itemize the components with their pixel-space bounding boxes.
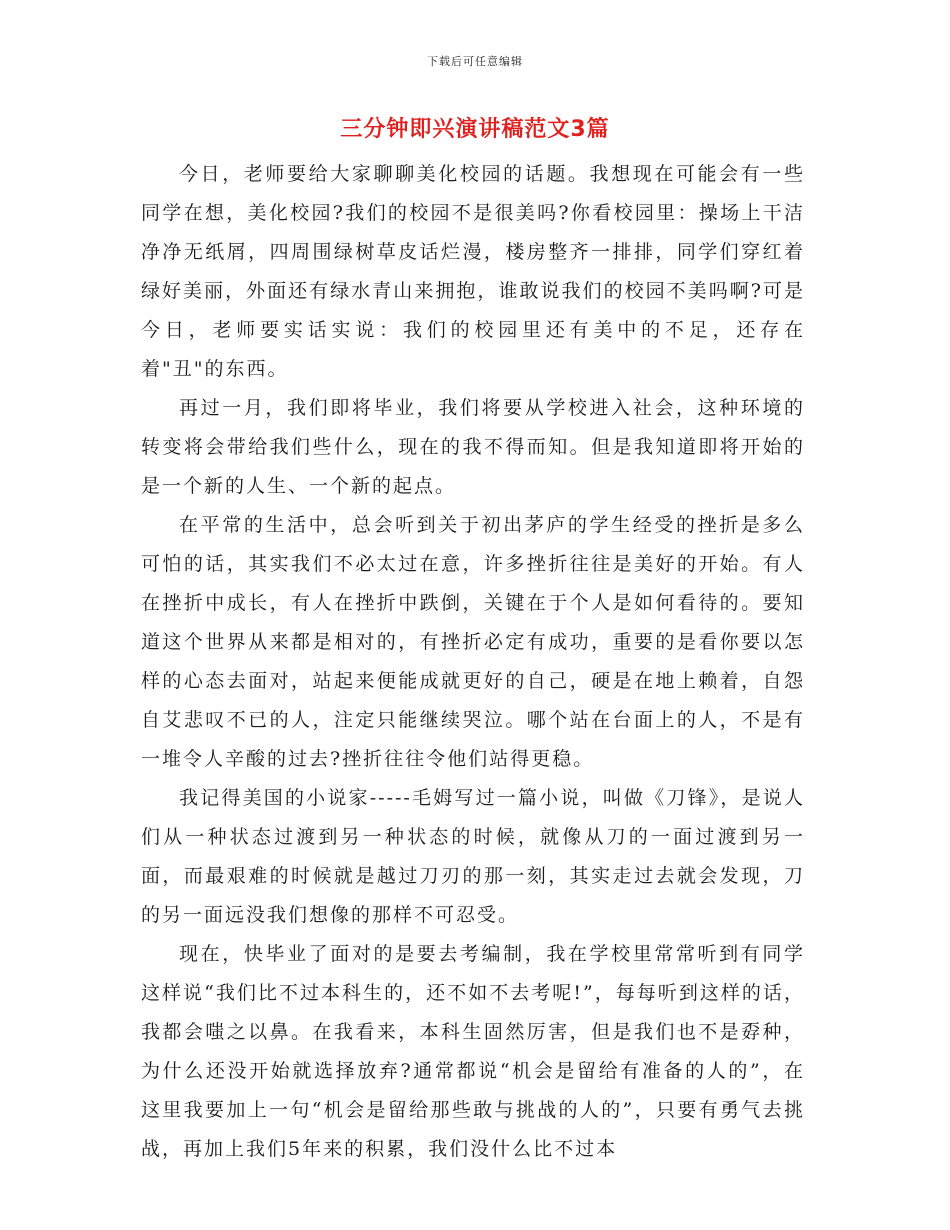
paragraph: 今日，老师要给大家聊聊美化校园的话题。我想现在可能会有一些同学在想，美化校园?我们的校园不是很美吗?你看校园里：操场上干洁净净无纸屑，四周围绿树草皮话烂漫，楼房整齐一排排，同学们穿红着绿好美丽，外面还有绿水青山来拥抱，谁敢说我们的校园不美吗啊?可是今日，老师要实话实说：我们的校园里还有美中的不足，还存在着"丑"的东西。 xyxy=(141,163,805,380)
header-note: 下载后可任意编辑 xyxy=(427,55,523,68)
paragraph: 我记得美国的小说家-----毛姆写过一篇小说，叫做《刀锋》，是说人们从一种状态过渡到另一种状态的时候，就像从刀的一面过渡到另一面，而最艰难的时候就是越过刀刃的那一刻，其实走过去就会发现，刀的另一面远没我们想像的那样不可忍受。 xyxy=(141,787,805,926)
document-body xyxy=(141,155,805,1169)
document-title: 三分钟即兴演讲稿范文3篇 xyxy=(340,117,610,142)
paragraph: 现在，快毕业了面对的是要去考编制，我在学校里常常听到有同学这样说“我们比不过本科生的，还不如不去考呢!”，每每听到这样的话，我都会嗤之以鼻。在我看来，本科生固然厉害，但是我们也不是孬种，为什么还没开始就选择放弃?通常都说“机会是留给有准备的人的”，在这里我要加上一句“机会是留给那些敢与挑战的人的”，只要有勇气去挑战，再加上我们5年来的积累，我们没什么比不过本 xyxy=(141,943,805,1160)
paragraph: 再过一月，我们即将毕业，我们将要从学校进入社会，这种环境的转变将会带给我们些什么，现在的我不得而知。但是我知道即将开始的是一个新的人生、一个新的起点。 xyxy=(141,397,805,497)
paragraph: 在平常的生活中，总会听到关于初出茅庐的学生经受的挫折是多么可怕的话，其实我们不必太过在意，许多挫折往往是美好的开始。有人在挫折中成长，有人在挫折中跌倒，关键在于个人是如何看待的。要知道这个世界从来都是相对的，有挫折必定有成功，重要的是看你要以怎样的心态去面对，站起来便能成就更好的自己，硬是在地上赖着，自怨自艾悲叹不已的人，注定只能继续哭泣。哪个站在台面上的人，不是有一堆令人辛酸的过去?挫折往往令他们站得更稳。 xyxy=(141,514,805,770)
